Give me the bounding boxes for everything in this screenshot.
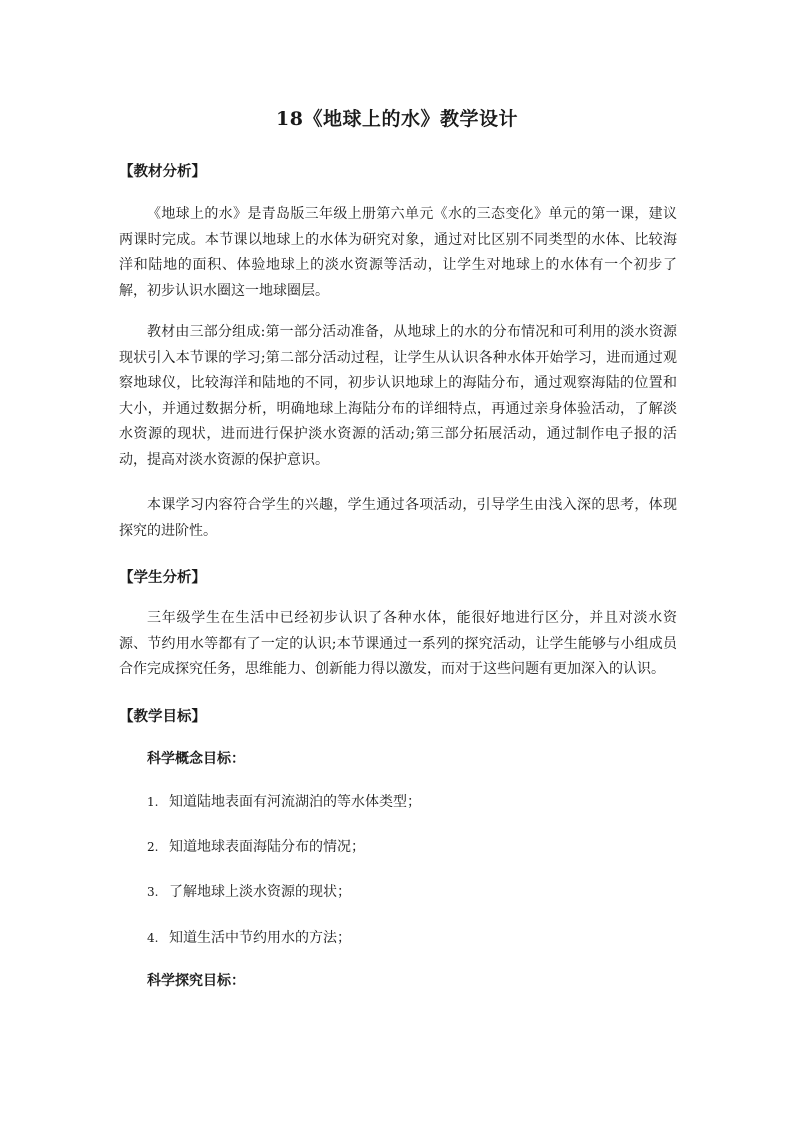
paragraph-students-1: 三年级学生在生活中已经初步认识了各种水体，能很好地进行区分，并且对淡水资源、节约用水等都有了一定的认识;本节课通过一系列的探究活动，让学生能够与小组成员合作完成探究任务，思维能力、创新能力得以激发，而对于这些问题有更加深入的认识。 bbox=[119, 610, 677, 678]
paragraph-textbook-2: 教材由三部分组成:第一部分活动准备，从地球上的水的分布情况和可利用的淡水资源现状引入本节课的学习;第二部分活动过程，让学生从认识各种水体开始学习，进而通过观察地球仪，比较海洋和陆地的不同，初步认识地球上的海陆分布，通过观察海陆的位置和大小，并通过数据分析，明确地球上海陆分布的详细特点，再通过亲身体验活动，了解淡水资源的现状，进而进行保护淡水资源的活动;第三部分拓展活动，通过制作电子报的活动，提高对淡水资源的保护意识。 bbox=[119, 324, 677, 468]
list-item-text: 知道生活中节约用水的方法； bbox=[169, 930, 351, 946]
paragraph-textbook-3: 本课学习内容符合学生的兴趣，学生通过各项活动，引导学生由浅入深的思考，体现探究的进阶性。 bbox=[119, 497, 677, 539]
paragraph-textbook-1: 《地球上的水》是青岛版三年级上册第六单元《水的三态变化》单元的第一课，建议两课时完成。本节课以地球上的水体为研究对象，通过对比区别不同类型的水体、比较海洋和陆地的面积、体验地球上的淡水资源等活动，让学生对地球上的水体有一个初步了解，初步认识水圈这一地球圈层。 bbox=[119, 206, 677, 299]
list-item-number: 3. bbox=[147, 885, 159, 899]
list-item bbox=[147, 791, 421, 811]
list-item-text: 知道地球表面海陆分布的情况； bbox=[169, 839, 365, 855]
section-heading-textbook-analysis: 【教材分析】 bbox=[119, 163, 206, 180]
list-item-number: 4. bbox=[147, 931, 159, 945]
list-item-text: 知道陆地表面有河流湖泊的等水体类型； bbox=[169, 794, 421, 810]
document-title: 18《地球上的水》教学设计 bbox=[276, 108, 518, 130]
list-item bbox=[147, 836, 365, 856]
section-heading-teaching-goals: 【教学目标】 bbox=[119, 708, 206, 725]
list-item bbox=[147, 881, 351, 901]
section-heading-student-analysis: 【学生分析】 bbox=[119, 569, 206, 586]
list-item bbox=[147, 927, 351, 947]
subheading-science-concept-goals: 科学概念目标： bbox=[147, 751, 245, 767]
list-item-number: 1. bbox=[147, 795, 159, 809]
list-item-text: 了解地球上淡水资源的现状； bbox=[169, 884, 351, 900]
list-item-number: 2. bbox=[147, 840, 159, 854]
subheading-science-inquiry-goals: 科学探究目标： bbox=[147, 973, 245, 989]
